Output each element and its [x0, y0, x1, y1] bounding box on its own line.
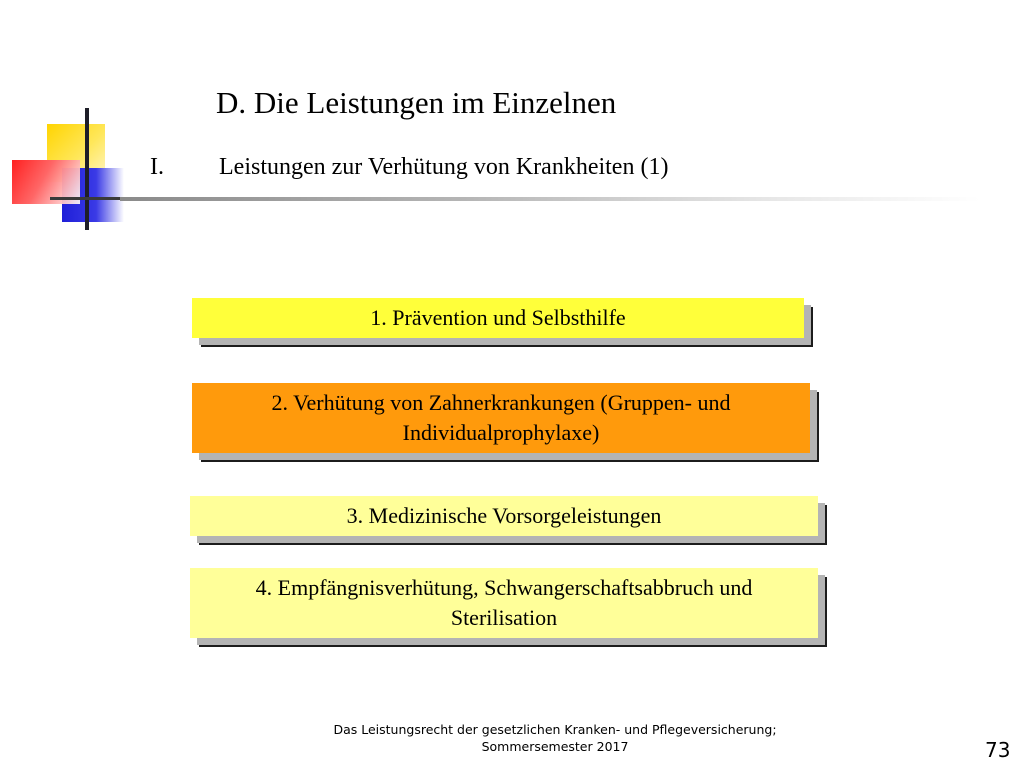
- section-heading: [150, 150, 668, 184]
- list-item-vorsorgeleistungen: 3. Medizinische Vorsorgeleistungen: [190, 496, 818, 536]
- footer-line-1: Das Leistungsrecht der gesetzlichen Kranken- und Pflegeversicherung;: [333, 722, 777, 737]
- header-divider-line: [120, 197, 980, 201]
- list-item-praevention: 1. Prävention und Selbsthilfe: [192, 298, 804, 338]
- list-item-empfaengnisverhuetung: 4. Empfängnisverhütung, Schwangerschaftsabbruch und Sterilisation: [190, 568, 818, 638]
- decorative-logo: [0, 0, 160, 240]
- section-title: Leistungen zur Verhütung von Krankheiten (1): [219, 154, 669, 180]
- section-number: I.: [150, 154, 164, 180]
- page-number: 73: [985, 738, 1011, 762]
- footer-line-2: Sommersemester 2017: [481, 739, 629, 754]
- list-item-zahnerkrankungen: 2. Verhütung von Zahnerkrankungen (Gruppen- und Individualprophylaxe): [192, 383, 810, 453]
- slide-title: D. Die Leistungen im Einzelnen: [216, 85, 617, 120]
- footer-text: [250, 721, 860, 755]
- logo-vertical-line: [85, 108, 89, 230]
